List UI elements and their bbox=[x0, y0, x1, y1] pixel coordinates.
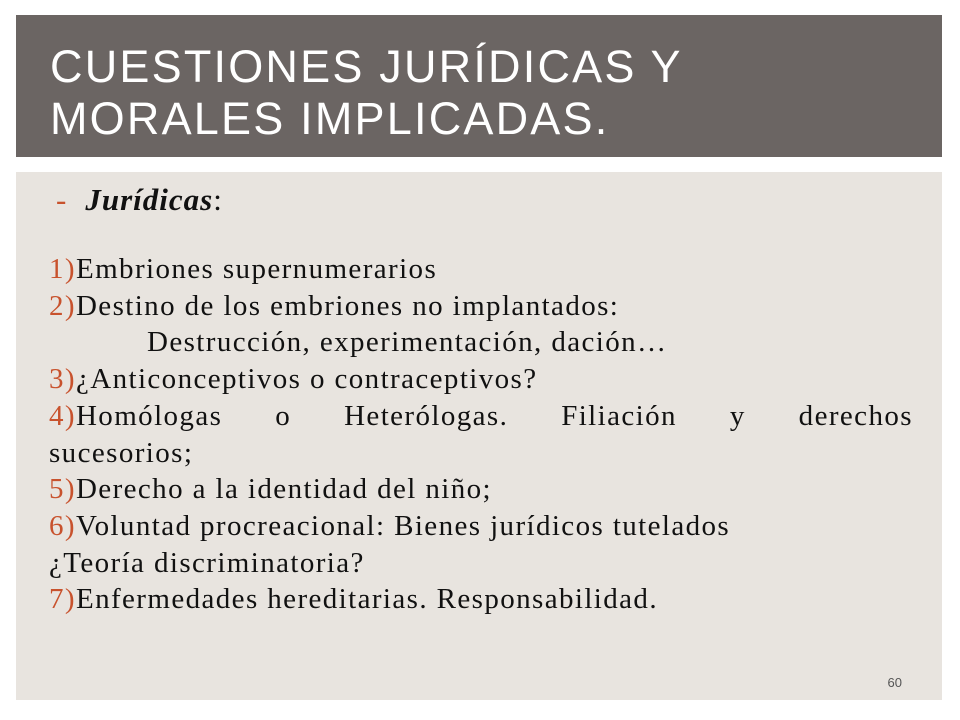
slide-title-line-1: CUESTIONES JURÍDICAS Y bbox=[50, 41, 683, 92]
item-text: Derecho a la identidad del niño; bbox=[75, 473, 492, 506]
item-number: 2) bbox=[49, 289, 76, 322]
list-item bbox=[49, 581, 913, 618]
item-text: Voluntad procreacional: Bienes jurídicos tutelados bbox=[75, 509, 731, 542]
section-heading-text: Jurídicas bbox=[85, 182, 214, 217]
item-word: 4)Homólogas bbox=[49, 399, 223, 432]
list-item bbox=[49, 398, 913, 435]
list-item bbox=[49, 471, 913, 508]
item-number: 4) bbox=[49, 399, 76, 432]
list-item bbox=[49, 251, 913, 288]
item-list bbox=[49, 251, 913, 618]
item-number: 6) bbox=[49, 509, 76, 542]
item-number: 3) bbox=[49, 363, 76, 396]
content-panel bbox=[16, 172, 942, 700]
list-item bbox=[49, 361, 913, 398]
item-continuation: ¿Teoría discriminatoria? bbox=[49, 546, 365, 579]
item-word: y bbox=[729, 399, 746, 432]
item-continuation: sucesorios; bbox=[49, 436, 194, 469]
slide-title-line-2: MORALES IMPLICADAS. bbox=[50, 93, 610, 144]
item-continuation: Destrucción, experimentación, dación… bbox=[147, 326, 668, 359]
item-word: Filiación bbox=[561, 399, 677, 432]
slide-title-band bbox=[16, 15, 942, 157]
list-item bbox=[49, 508, 913, 545]
item-number: 5) bbox=[49, 473, 76, 506]
bullet-dash: - bbox=[56, 182, 68, 217]
item-word: derechos bbox=[798, 399, 913, 432]
item-text: Destino de los embriones no implantados: bbox=[75, 289, 620, 322]
item-number: 1) bbox=[49, 253, 76, 285]
section-heading bbox=[56, 180, 223, 220]
item-word: o bbox=[275, 399, 292, 432]
item-text: Embriones supernumerarios bbox=[75, 253, 438, 285]
section-heading-colon: : bbox=[213, 182, 223, 217]
page-number: 60 bbox=[887, 675, 902, 690]
list-item bbox=[49, 288, 913, 325]
item-number: 7) bbox=[49, 583, 76, 616]
item-word: Heterólogas. bbox=[344, 399, 509, 432]
item-text: Enfermedades hereditarias. Responsabilidad. bbox=[75, 583, 658, 616]
item-text: ¿Anticonceptivos o contraceptivos? bbox=[75, 363, 538, 396]
